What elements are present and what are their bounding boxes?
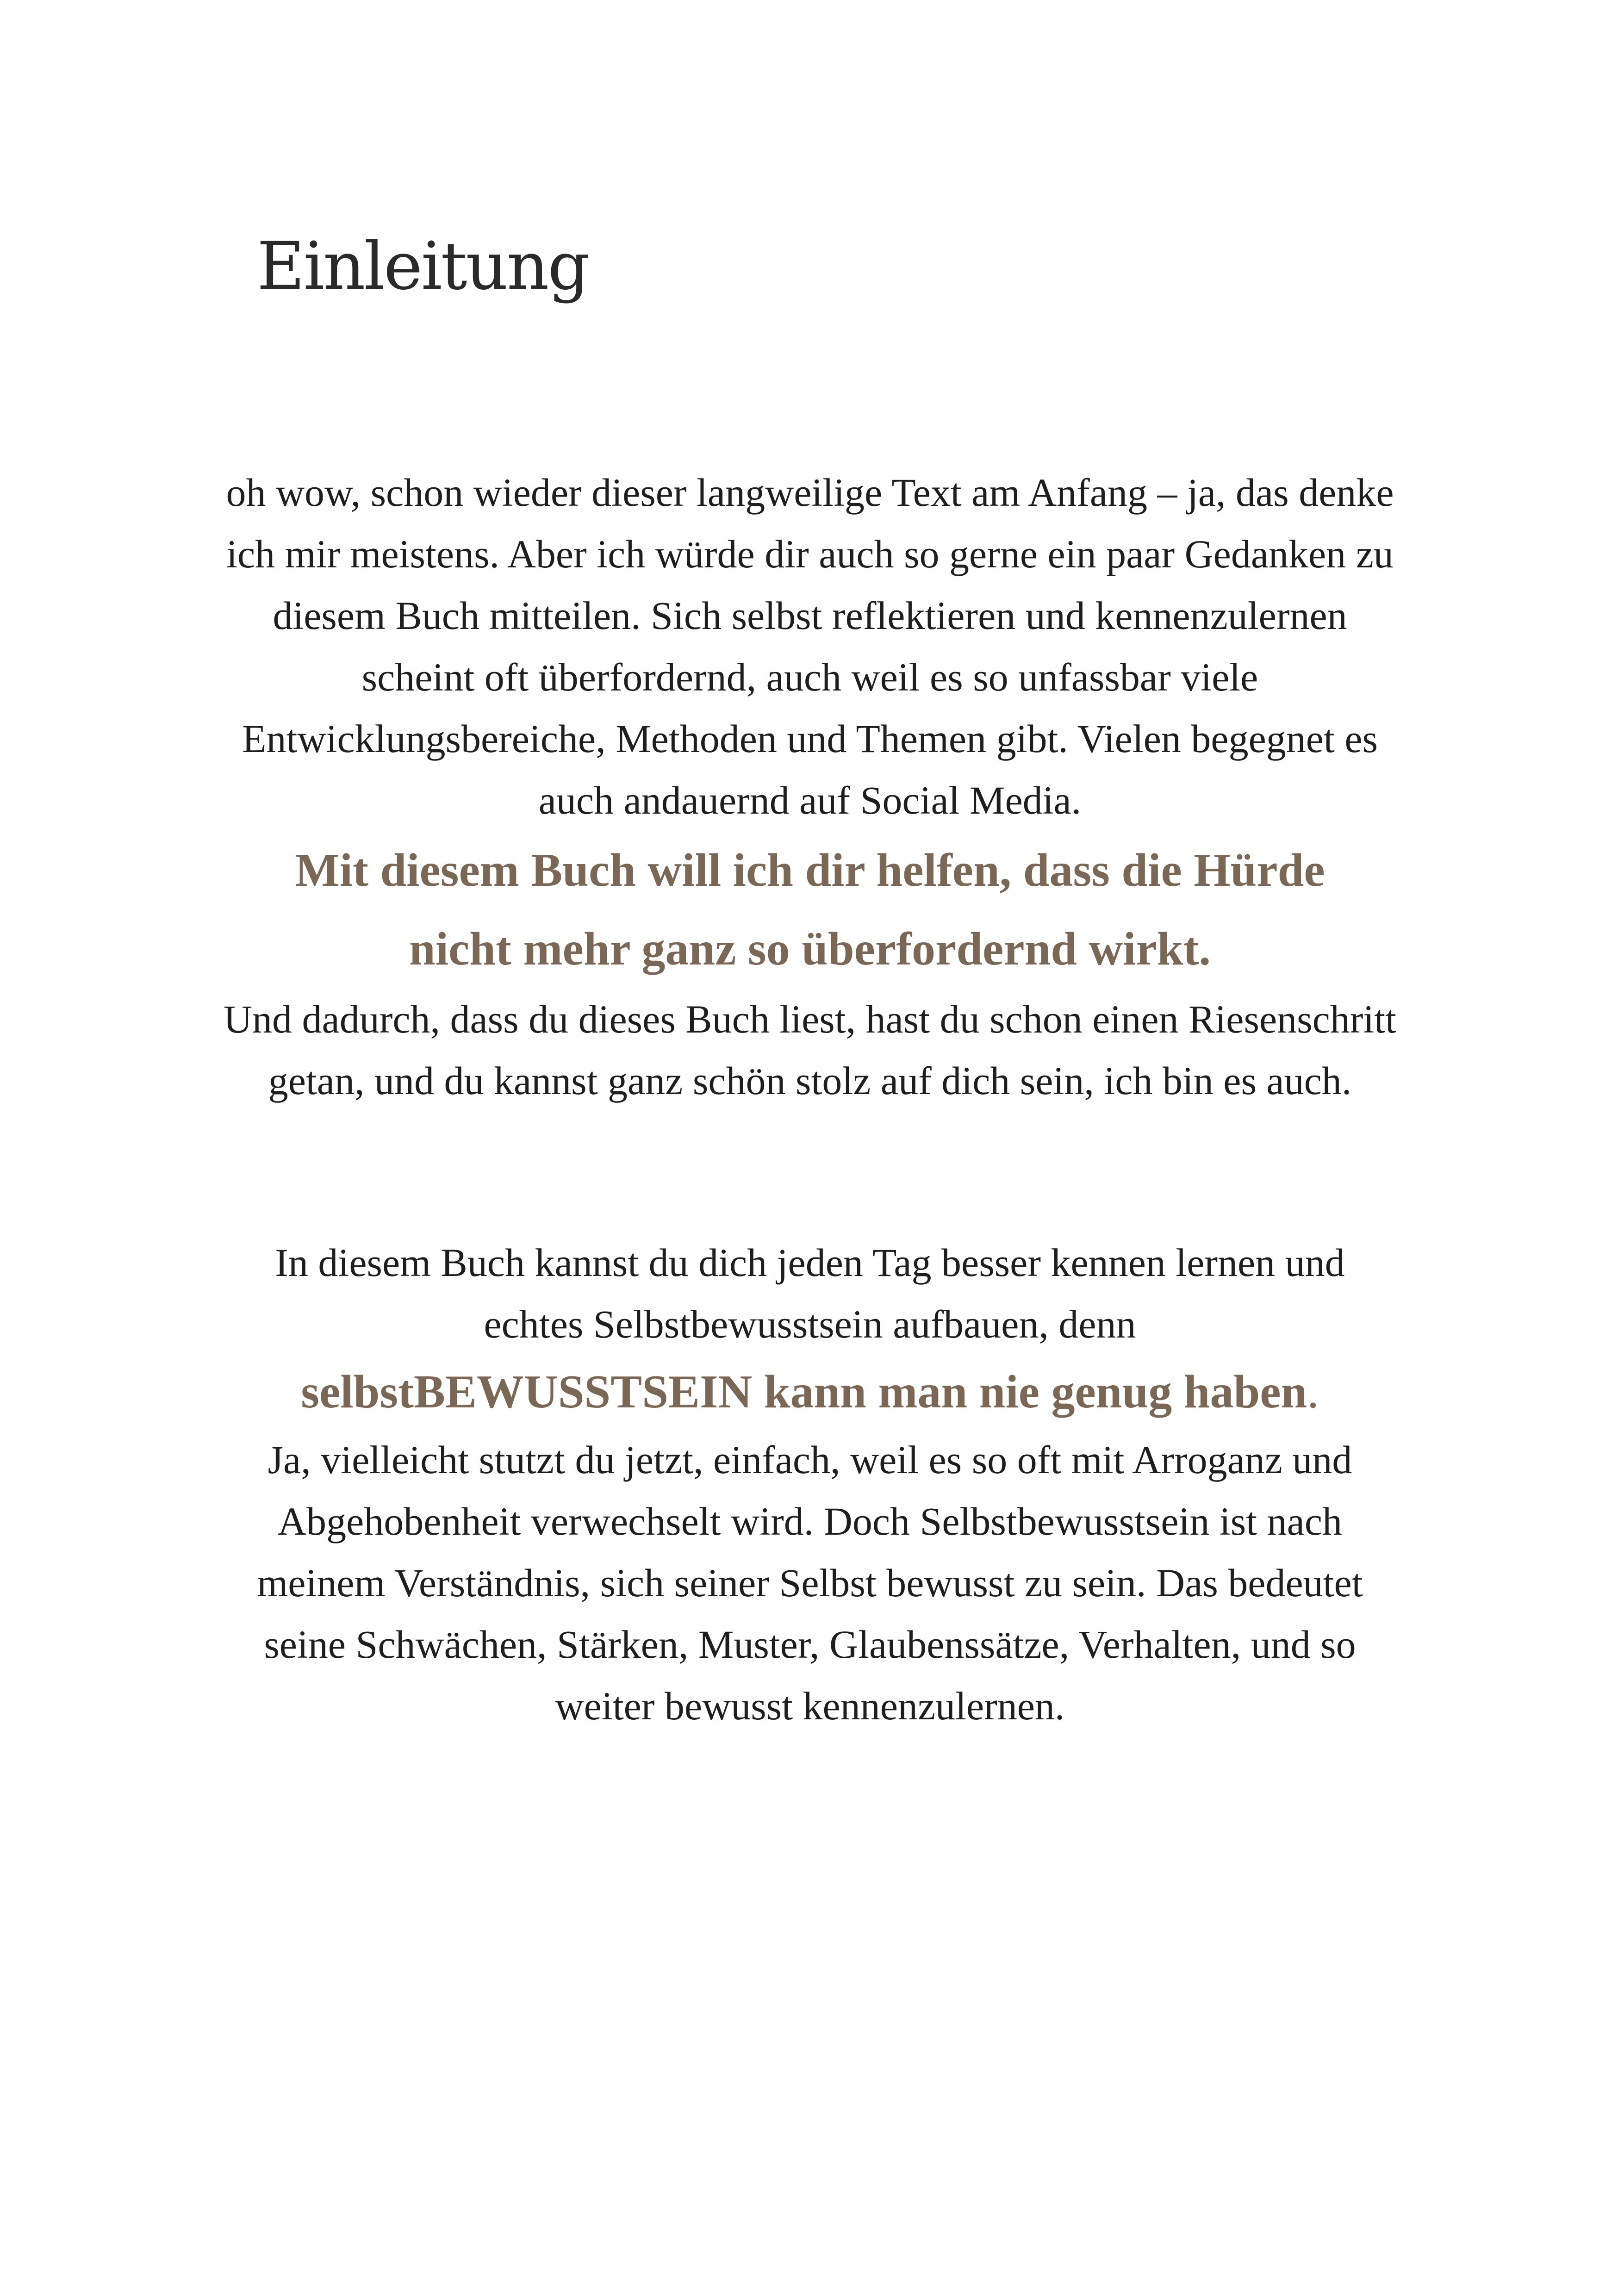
section-closing-line: seine Schwächen, Stärken, Muster, Glaubenssätze, Verhalten, und so bbox=[264, 1622, 1356, 1667]
section-closing-line: weiter bewusst kennenzulernen. bbox=[555, 1684, 1065, 1728]
intro-highlight-line: Mit diesem Buch will ich dir helfen, dass die Hürde bbox=[295, 844, 1325, 896]
intro-closing-line: getan, und du kannst ganz schön stolz auf dich sein, ich bin es auch. bbox=[268, 1058, 1352, 1103]
intro-line: oh wow, schon wieder dieser langweilige Text am Anfang – ja, das denke bbox=[226, 470, 1394, 515]
section-highlight-period: . bbox=[1307, 1366, 1319, 1418]
section-highlight-text: selbstBEWUSSTSEIN kann man nie genug haben bbox=[301, 1366, 1307, 1418]
intro-highlight-line: nicht mehr ganz so überfordernd wirkt. bbox=[409, 923, 1211, 975]
selbstbewusstsein-section bbox=[139, 1232, 1481, 1737]
intro-line: auch andauernd auf Social Media. bbox=[538, 778, 1082, 822]
section-closing-line: Abgehobenheit verwechselt wird. Doch Selbstbewusstsein ist nach bbox=[278, 1499, 1342, 1543]
intro-section bbox=[139, 462, 1481, 1112]
intro-line: diesem Buch mitteilen. Sich selbst reflektieren und kennenzulernen bbox=[273, 593, 1347, 638]
section-closing-line: meinem Verständnis, sich seiner Selbst bewusst zu sein. Das bedeutet bbox=[257, 1561, 1363, 1605]
section-highlight bbox=[139, 1355, 1481, 1429]
section-line: echtes Selbstbewusstsein aufbauen, denn bbox=[484, 1302, 1136, 1346]
page-title: Einleitung bbox=[257, 228, 589, 305]
section-closing-line: Ja, vielleicht stutzt du jetzt, einfach, weil es so oft mit Arroganz und bbox=[268, 1437, 1352, 1482]
intro-line: scheint oft überfordernd, auch weil es so unfassbar viele bbox=[361, 655, 1258, 699]
intro-closing-line: Und dadurch, dass du dieses Buch liest, hast du schon einen Riesenschritt bbox=[223, 997, 1397, 1041]
intro-line: Entwicklungsbereiche, Methoden und Themen gibt. Vielen begegnet es bbox=[242, 716, 1378, 761]
section-line: In diesem Buch kannst du dich jeden Tag besser kennen lernen und bbox=[275, 1240, 1345, 1285]
intro-line: ich mir meistens. Aber ich würde dir auch so gerne ein paar Gedanken zu bbox=[226, 532, 1394, 576]
